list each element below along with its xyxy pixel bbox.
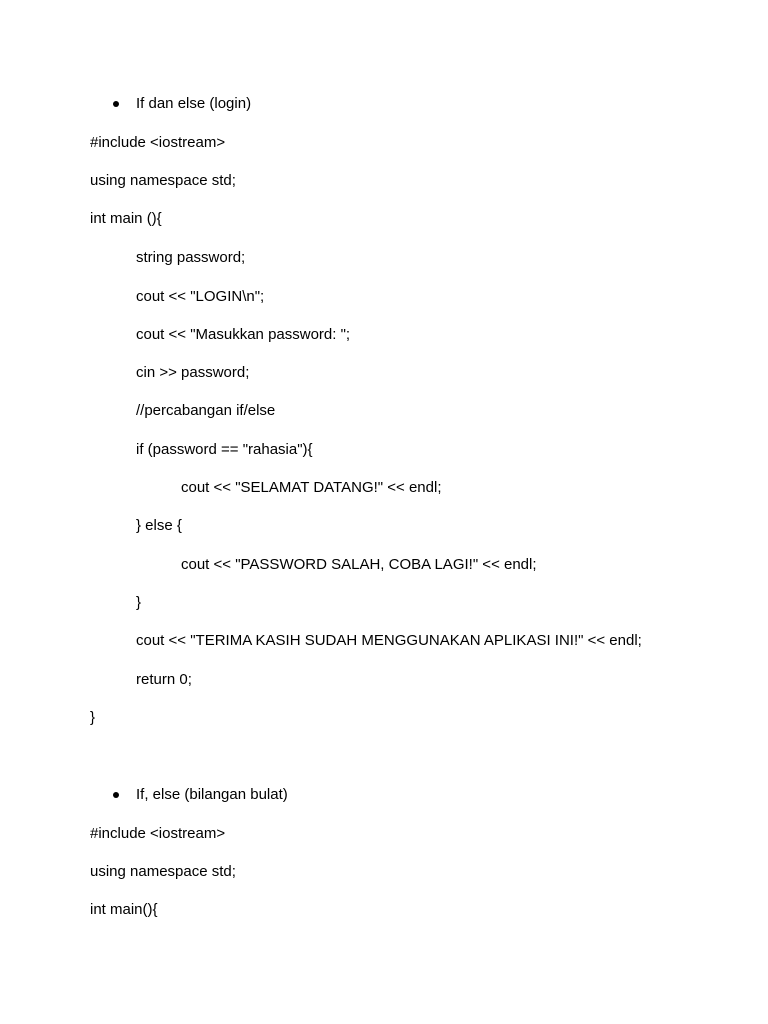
- code-line: cin >> password;: [136, 364, 250, 381]
- code-line: cout << "TERIMA KASIH SUDAH MENGGUNAKAN APLIKASI INI!" << endl;: [136, 632, 642, 649]
- bullet-icon: [113, 101, 119, 107]
- code-line: string password;: [136, 249, 246, 266]
- code-line: return 0;: [136, 671, 192, 688]
- code-line: cout << "PASSWORD SALAH, COBA LAGI!" << endl;: [181, 556, 537, 573]
- section-heading-bilangan-bulat: If, else (bilangan bulat): [136, 786, 288, 803]
- section-heading-login: If dan else (login): [136, 95, 252, 112]
- code-comment: //percabangan if/else: [136, 402, 276, 419]
- code-line: cout << "LOGIN\n";: [136, 288, 265, 305]
- code-line: if (password == "rahasia"){: [136, 441, 313, 458]
- code-line: }: [136, 594, 142, 611]
- code-line: #include <iostream>: [90, 825, 226, 842]
- code-line: cout << "SELAMAT DATANG!" << endl;: [181, 479, 442, 496]
- code-line: }: [90, 709, 96, 726]
- code-line: using namespace std;: [90, 172, 236, 189]
- code-line: int main (){: [90, 210, 162, 227]
- bullet-icon: [113, 792, 119, 798]
- code-line: cout << "Masukkan password: ";: [136, 326, 351, 343]
- code-line: #include <iostream>: [90, 134, 226, 151]
- code-line: int main(){: [90, 901, 158, 918]
- code-line: } else {: [136, 517, 182, 534]
- code-line: using namespace std;: [90, 863, 236, 880]
